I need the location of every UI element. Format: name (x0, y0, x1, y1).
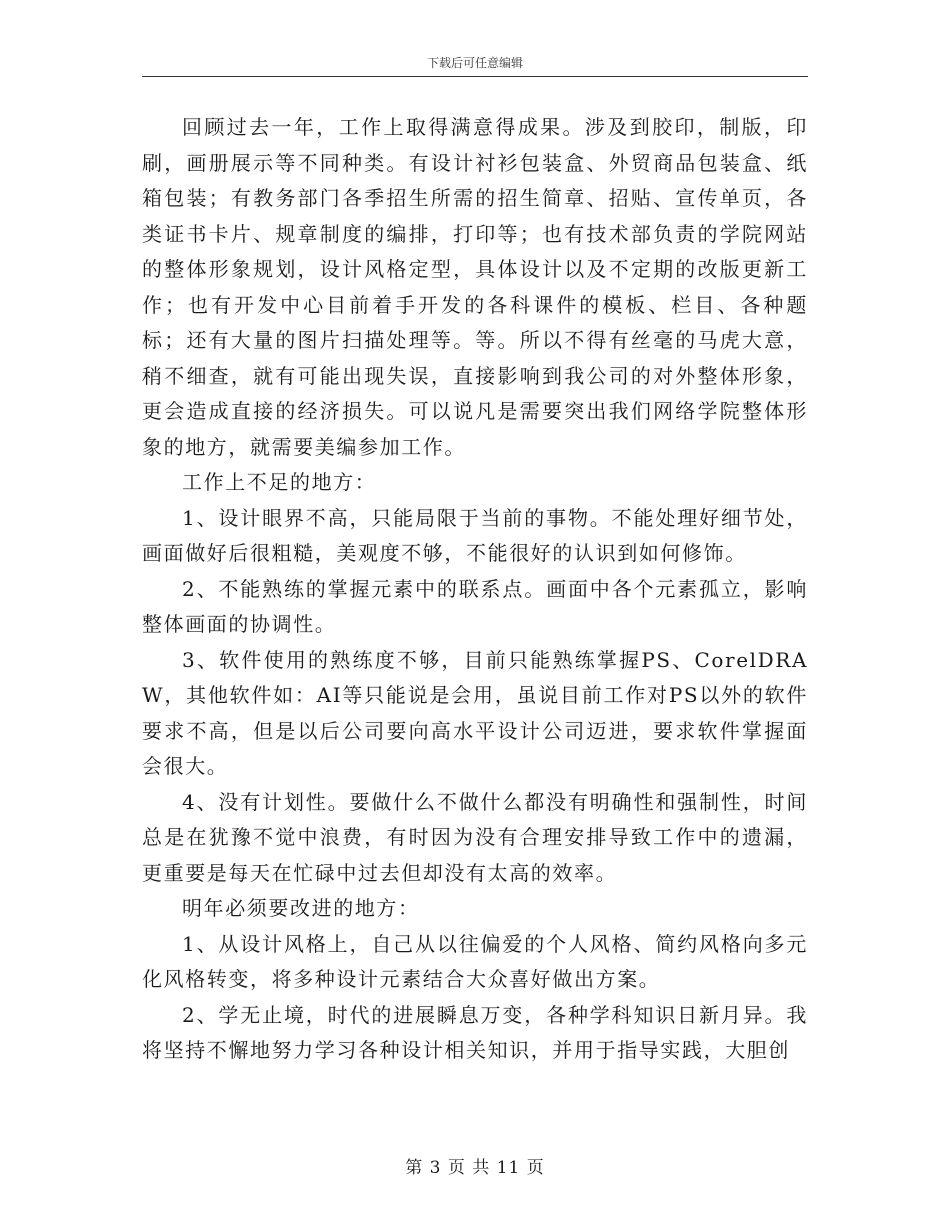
shortcoming-item-2: 2、不能熟练的掌握元素中的联系点。画面中各个元素孤立，影响整体画面的协调性。 (142, 576, 808, 636)
header-divider (142, 76, 808, 77)
improvement-item-2: 2、学无止境，时代的进展瞬息万变，各种学科知识日新月异。我将坚持不懈地努力学习各种设计相关知识，并用于指导实践，大胆创 (142, 1002, 808, 1062)
heading-shortcomings: 工作上不足的地方： (182, 470, 377, 494)
shortcoming-item-1: 1、设计眼界不高，只能局限于当前的事物。不能处理好细节处，画面做好后很粗糙，美观度不够，不能很好的认识到如何修饰。 (142, 505, 808, 565)
document-body (142, 110, 808, 1069)
page-number-footer: 第 3 页 共 11 页 (405, 1158, 545, 1178)
shortcoming-item-4: 4、没有计划性。要做什么不做什么都没有明确性和强制性，时间总是在犹豫不觉中浪费，有时因为没有合理安排导致工作中的遗漏，更重要是每天在忙碌中过去但却没有太高的效率。 (142, 789, 808, 885)
improvement-item-1: 1、从设计风格上，自己从以往偏爱的个人风格、简约风格向多元化风格转变，将多种设计元素结合大众喜好做出方案。 (142, 931, 808, 991)
paragraph-review: 回顾过去一年，工作上取得满意得成果。涉及到胶印，制版，印刷，画册展示等不同种类。有设计衬衫包装盒、外贸商品包装盒、纸箱包装；有教务部门各季招生所需的招生简章、招贴、宣传单页，各类证书卡片、规章制度的编排，打印等；也有技术部负责的学院网站的整体形象规划，设计风格定型，具体设计以及不定期的改版更新工作；也有开发中心目前着手开发的各科课件的模板、栏目、各种题标；还有大量的图片扫描处理等。等。所以不得有丝毫的马虎大意，稍不细查，就有可能出现失误，直接影响到我公司的对外整体形象，更会造成直接的经济损失。可以说凡是需要突出我们网络学院整体形象的地方，就需要美编参加工作。 (142, 115, 808, 459)
heading-improvements: 明年必须要改进的地方： (182, 896, 420, 920)
shortcoming-item-3: 3、软件使用的熟练度不够，目前只能熟练掌握PS、CorelDRAW，其他软件如：AI等只能说是会用，虽说目前工作对PS以外的软件要求不高，但是以后公司要向高水平设计公司迈进，要求软件掌握面会很大。 (142, 647, 808, 778)
page-header: 下载后可任意编辑 (426, 56, 523, 70)
